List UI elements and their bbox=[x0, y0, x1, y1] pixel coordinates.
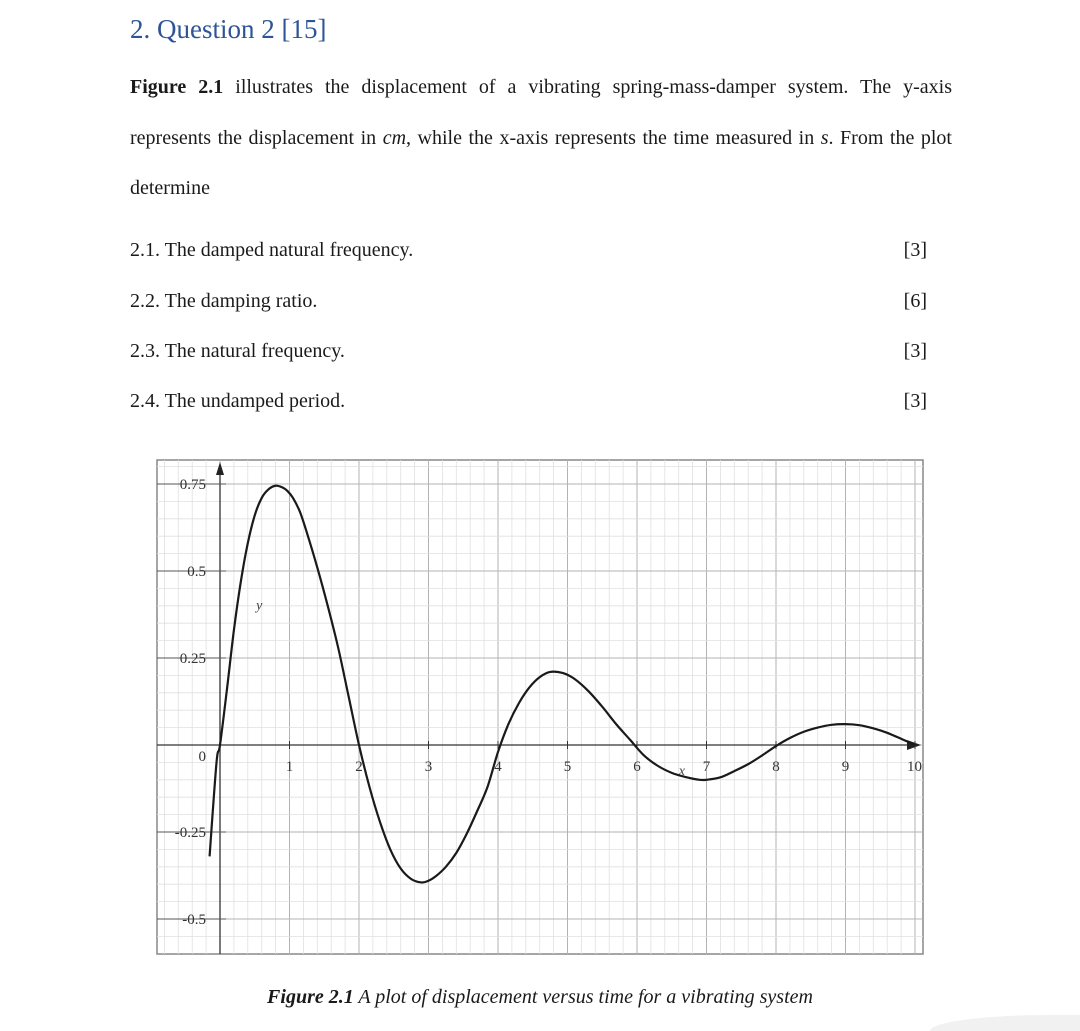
x-tick-label: 7 bbox=[702, 759, 711, 775]
y-tick-label: 0.5 bbox=[187, 564, 206, 580]
y-tick-label: -0.5 bbox=[182, 912, 206, 928]
x-tick-label: 9 bbox=[841, 759, 850, 775]
y-tick-label: 0.25 bbox=[179, 651, 206, 667]
figure-2-1 bbox=[0, 450, 1080, 970]
sub-question-marks: [3] bbox=[903, 239, 927, 261]
sub-question-text: 2.1. The damped natural frequency. bbox=[130, 239, 414, 261]
sub-question bbox=[130, 290, 930, 320]
sub-question-text: 2.4. The undamped period. bbox=[130, 390, 346, 412]
x-tick-label: 2 bbox=[355, 759, 363, 775]
sub-question bbox=[130, 390, 930, 420]
intro-text-3: . From the plot determine bbox=[130, 126, 952, 199]
intro-text-1: illustrates the displacement of a vibrating spring-mass-damper system. The y-axis represents the displacement in bbox=[130, 76, 952, 149]
x-tick-label: 6 bbox=[633, 759, 641, 775]
y-tick-label: 0.75 bbox=[179, 477, 206, 493]
x-tick-label: 1 bbox=[285, 759, 294, 775]
figure-caption bbox=[0, 986, 1080, 1009]
unit-s: s bbox=[820, 126, 829, 149]
sub-question-marks: [3] bbox=[903, 390, 927, 412]
unit-cm: cm bbox=[382, 126, 407, 149]
x-tick-label: 8 bbox=[772, 759, 780, 775]
x-tick-label: 5 bbox=[563, 759, 572, 775]
question-heading: 2. Question 2 [15] bbox=[130, 14, 327, 44]
sub-question-marks: [3] bbox=[903, 340, 927, 362]
figure-reference: Figure 2.1 bbox=[130, 76, 224, 98]
y-tick-label: 0 bbox=[198, 749, 206, 765]
x-axis-label: x bbox=[678, 764, 685, 779]
y-axis-label: y bbox=[256, 598, 263, 614]
sub-question-text: 2.2. The damping ratio. bbox=[130, 290, 318, 312]
sub-question-marks: [6] bbox=[903, 290, 927, 312]
displacement-chart bbox=[0, 450, 1080, 970]
sub-question-text: 2.3. The natural frequency. bbox=[130, 340, 345, 362]
y-tick-label: -0.25 bbox=[174, 825, 206, 841]
sub-question bbox=[130, 239, 930, 269]
x-tick-label: 4 bbox=[494, 759, 502, 775]
x-tick-label: 10 bbox=[907, 759, 922, 775]
page-corner-shade bbox=[930, 1015, 1080, 1031]
intro-text-2: , while the x-axis represents the time measured in bbox=[406, 126, 821, 149]
question-intro bbox=[130, 62, 952, 214]
x-tick-label: 3 bbox=[424, 759, 433, 775]
sub-question bbox=[130, 340, 930, 370]
caption-label: Figure 2.1 bbox=[267, 986, 354, 1008]
caption-text: A plot of displacement versus time for a vibrating system bbox=[353, 986, 813, 1008]
